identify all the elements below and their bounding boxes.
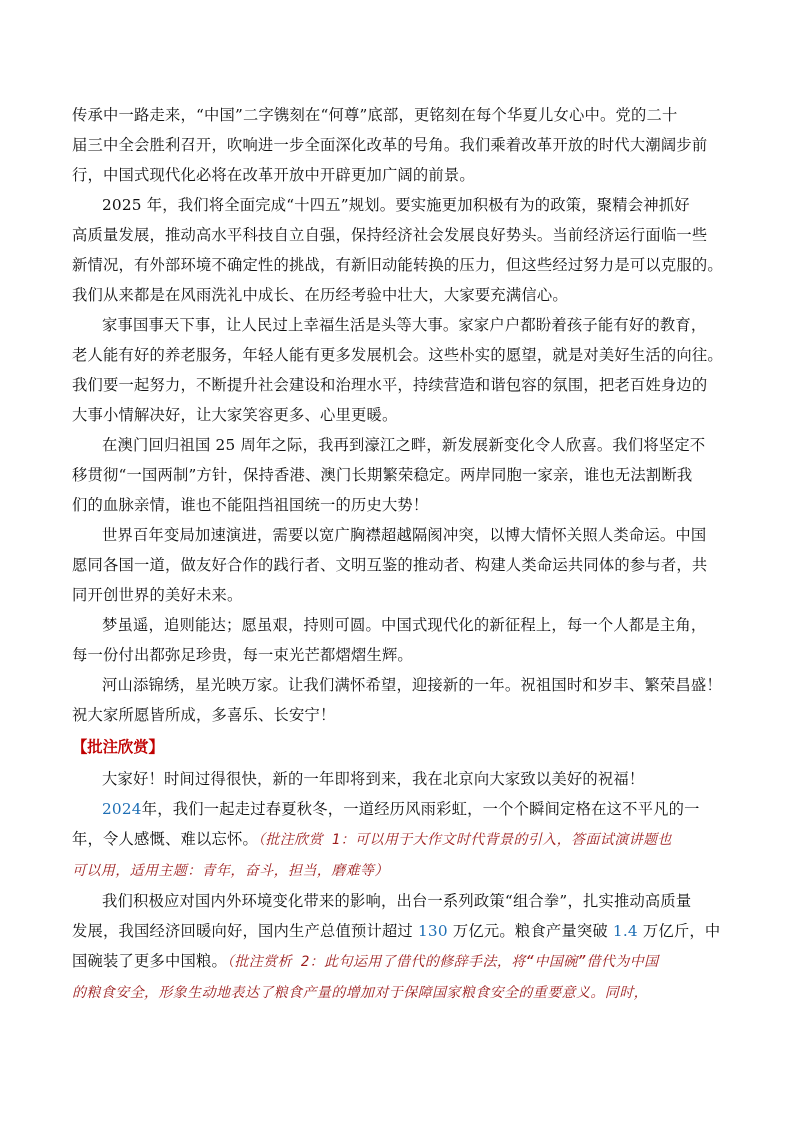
paragraph-world [72, 520, 724, 610]
text-line: 传承中一路走来，“中国”二字镌刻在“何尊”底部，更铭刻在每个华夏儿女心中。党的二十 [72, 106, 678, 124]
text-line: 河山添锦绣，星光映万家。让我们满怀希望，迎接新的一年。祝祖国时和岁丰、繁荣昌盛！ [102, 676, 722, 694]
text-line: 家事国事天下事，让人民过上幸福生活是头等大事。家家户户都盼着孩子能有好的教育， [102, 316, 707, 334]
text-fragment: 年，我们一起走过春夏秋冬，一道经历风雨彩虹，一个个瞬间定格在这不平凡的一 [141, 800, 700, 818]
text-line: 届三中全会胜利召开，吹响进一步全面深化改革的号角。我们乘着改革开放的时代大潮阔步前 [72, 136, 708, 154]
text-line [72, 824, 724, 855]
text-line: 高质量发展，推动高水平科技自立自强，保持经济社会发展良好势头。当前经济运行面临一些 [72, 226, 708, 244]
text-fragment: 万亿斤，中 [637, 922, 721, 940]
paragraph-economy [72, 886, 724, 1008]
annotation-2-cont: 的粮食安全，形象生动地表达了粮食产量的增加对于保障国家粮食安全的重要意义。同时， [72, 985, 648, 1001]
text-line: 行，中国式现代化必将在改革开放中开辟更加广阔的前景。 [72, 166, 475, 184]
text-line: 大家好！时间过得很快，新的一年即将到来，我在北京向大家致以美好的祝福！ [102, 770, 645, 788]
text-line [72, 916, 724, 946]
text-line: 祝大家所愿皆所成，多喜乐、长安宁！ [72, 706, 336, 724]
text-fragment: 发展，我国经济回暖向好，国内生产总值预计超过 [72, 922, 418, 940]
text-line: 在澳门回归祖国 25 周年之际，我再到濠江之畔，新发展新变化令人欣喜。我们将坚定不 [102, 436, 706, 454]
paragraph-2025-plan [72, 190, 724, 310]
text-line: 大事小情解决好，让大家笑容更多、心里更暖。 [72, 406, 398, 424]
text-line: 愿同各国一道，做友好合作的践行者、文明互鉴的推动者、构建人类命运共同体的参与者，共 [72, 556, 708, 574]
text-line: 每一份付出都弥足珍贵，每一束光芒都熠熠生辉。 [72, 646, 413, 664]
text-line: 新情况，有外部环境不确定性的挑战，有新旧动能转换的压力，但这些经过努力是可以克服的。 [72, 256, 723, 274]
text-fragment: 万亿元。粮食产量突破 [447, 922, 613, 940]
text-line: 们的血脉亲情，谁也不能阻挡祖国统一的历史大势！ [72, 496, 429, 514]
text-line [72, 794, 724, 824]
text-line [72, 977, 724, 1008]
paragraph-livelihood [72, 310, 724, 430]
text-line [72, 946, 724, 977]
annotation-2: （批注赏析 2：此句运用了借代的修辞手法，将“中国碗”借代为中国 [226, 954, 659, 970]
text-line: 我们要一起努力，不断提升社会建设和治理水平，持续营造和谐包容的氛围，把老百姓身边的 [72, 376, 708, 394]
paragraph-reform [72, 100, 724, 190]
text-line: 同开创世界的美好未来。 [72, 586, 243, 604]
text-line: 2025 年，我们将全面完成“十四五”规划。要实施更加积极有为的政策，聚精会神抓好 [102, 196, 690, 214]
gdp-number: 130 [418, 922, 448, 940]
text-line: 移贯彻“一国两制”方针，保持香港、澳门长期繁荣稳定。两岸同胞一家亲，谁也无法割断我 [72, 466, 693, 484]
text-line: 老人能有好的养老服务，年轻人能有更多发展机会。这些朴实的愿望，就是对美好生活的向往。 [72, 346, 723, 364]
text-line: 梦虽遥，追则能达；愿虽艰，持则可圆。中国式现代化的新征程上，每一个人都是主角， [102, 616, 707, 634]
paragraph-blessing [72, 670, 724, 730]
document-body [72, 100, 724, 1008]
text-fragment: 国碗装了更多中国粮。 [72, 952, 227, 970]
text-line: 我们积极应对国内外环境变化带来的影响，出台一系列政策“组合拳”，扎实推动高质量 [102, 892, 692, 910]
annotation-1-cont: 可以用，适用主题：青年，奋斗，担当，磨难等） [72, 863, 389, 879]
text-line: 我们从来都是在风雨洗礼中成长、在历经考验中壮大，大家要充满信心。 [72, 286, 568, 304]
year-number: 2024 [102, 800, 142, 818]
text-line [72, 855, 724, 886]
annotation-1: （批注欣赏 1：可以用于大作文时代背景的引入，答面试演讲题也 [257, 832, 672, 848]
section-heading-annotation: 【批注欣赏】 [72, 738, 164, 756]
paragraph-dream [72, 610, 724, 670]
grain-number: 1.4 [612, 922, 638, 940]
text-fragment: 年，令人感慨、难以忘怀。 [72, 830, 258, 848]
paragraph-macau [72, 430, 724, 520]
text-line: 世界百年变局加速演进，需要以宽广胸襟超越隔阂冲突，以博大情怀关照人类命运。中国 [102, 526, 707, 544]
paragraph-2024-review [72, 794, 724, 886]
paragraph-greeting [72, 764, 724, 794]
